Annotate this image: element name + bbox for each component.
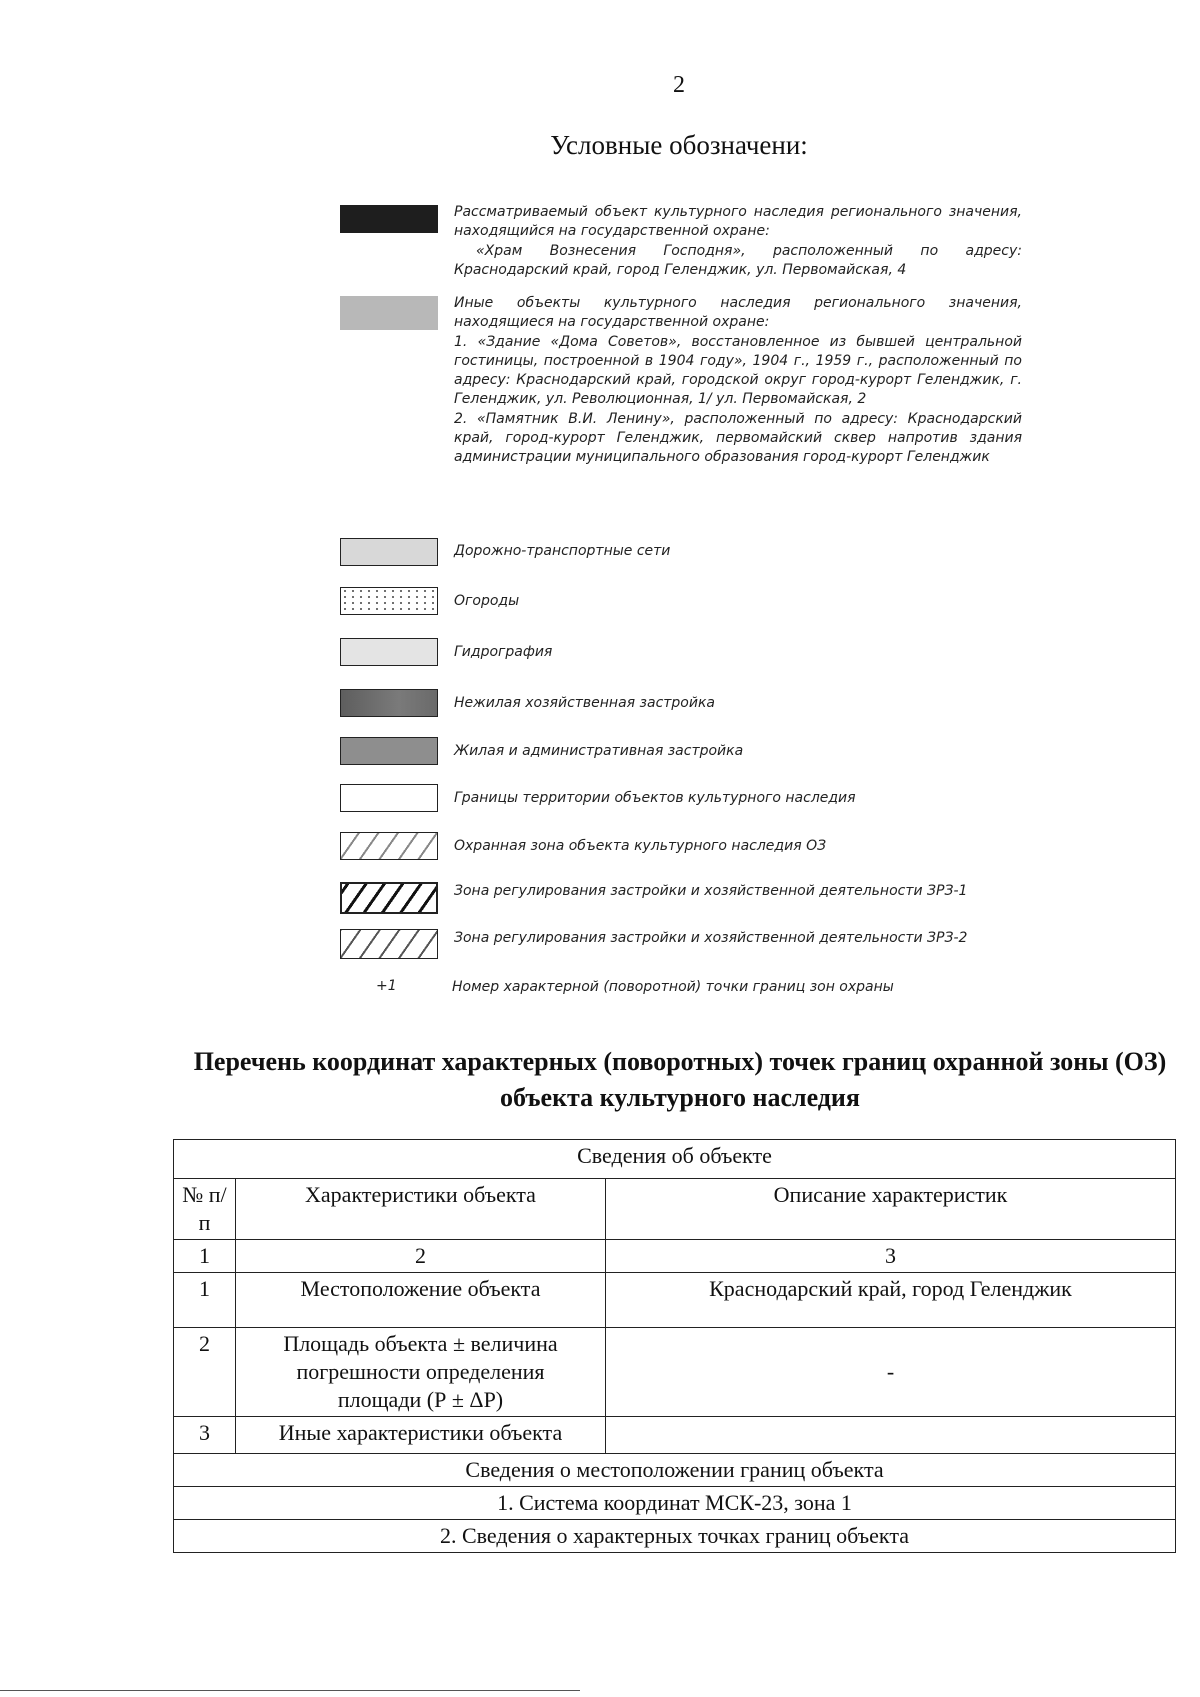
legend-text: «Храм Вознесения Господня», расположенный по адресу: Краснодарский край, город Геленджик, ул. Первомайская, 4 bbox=[454, 242, 1022, 278]
table-row bbox=[174, 1487, 1176, 1520]
legend-text: Гидрография bbox=[454, 644, 553, 660]
row-number: 1 bbox=[174, 1273, 236, 1328]
legend-swatch-zrz-1 bbox=[340, 882, 438, 914]
legend-swatch-target-object bbox=[340, 205, 438, 233]
column-header: № п/п bbox=[174, 1179, 236, 1240]
table-row bbox=[174, 1273, 1176, 1328]
legend-text: Огороды bbox=[454, 593, 520, 609]
legend-swatch-gardens bbox=[340, 587, 438, 615]
legend-text: 2. «Памятник В.И. Ленину», расположенный по адресу: Краснодарский край, город-курорт Геленджик, первомайский сквер напротив здания администрации муниципального образования город-курорт Геленджик bbox=[454, 410, 1022, 466]
row-characteristic: Местоположение объекта bbox=[236, 1273, 606, 1328]
table-header-row bbox=[174, 1179, 1176, 1240]
legend-text: Зона регулирования застройки и хозяйственной деятельности ЗРЗ-1 bbox=[454, 883, 968, 899]
legend-text: Рассматриваемый объект культурного наследия регионального значения, находящийся на государственной охране: bbox=[454, 204, 1022, 240]
legend-text: Зона регулирования застройки и хозяйственной деятельности ЗРЗ-2 bbox=[454, 930, 968, 946]
column-number: 1 bbox=[174, 1240, 236, 1273]
legend-text: Нежилая хозяйственная застройка bbox=[454, 695, 716, 711]
legend-swatch-heritage-boundaries bbox=[340, 784, 438, 812]
object-info-table bbox=[173, 1139, 1176, 1553]
table-section-title: Сведения о местоположении границ объекта bbox=[174, 1454, 1176, 1487]
legend-swatch-residential bbox=[340, 737, 438, 765]
legend-swatch-roads bbox=[340, 538, 438, 566]
row-description: Краснодарский край, город Геленджик bbox=[606, 1273, 1176, 1328]
column-number: 2 bbox=[236, 1240, 606, 1273]
legend-title: Условные обозначени: bbox=[550, 130, 808, 160]
table-row bbox=[174, 1240, 1176, 1273]
row-number: 2 bbox=[174, 1328, 236, 1417]
legend-text: 1. «Здание «Дома Советов», восстановленное из бывшей центральной гостиницы, построенной в 1904 году», 1904 г., 1959 г., расположенный по адресу: Краснодарский край, городской округ город-курорт Геленджик, г. Геленджик, ул. Революционная, 1/ ул. Первомайская, 2 bbox=[454, 333, 1022, 408]
table-row bbox=[174, 1520, 1176, 1553]
row-description: - bbox=[606, 1328, 1176, 1417]
legend-text: Охранная зона объекта культурного наследия ОЗ bbox=[454, 838, 827, 854]
legend-text: Иные объекты культурного наследия регионального значения, находящиеся на государственной охране: bbox=[454, 295, 1022, 331]
legend-swatch-protection-zone bbox=[340, 832, 438, 860]
column-header: Характеристики объекта bbox=[236, 1179, 606, 1240]
legend-swatch-zrz-2 bbox=[340, 929, 438, 959]
table-row bbox=[174, 1328, 1176, 1417]
legend-swatch-other-objects bbox=[340, 296, 438, 330]
row-characteristic: Площадь объекта ± величина погрешности определения площади (Р ± ΔР) bbox=[236, 1328, 606, 1417]
table-row bbox=[174, 1454, 1176, 1487]
row-description bbox=[606, 1417, 1176, 1454]
row-characteristic: Иные характеристики объекта bbox=[236, 1417, 606, 1454]
row-number: 3 bbox=[174, 1417, 236, 1454]
table-section-title: Сведения об объекте bbox=[174, 1140, 1176, 1179]
table-row bbox=[174, 1140, 1176, 1179]
legend-swatch-hydrography bbox=[340, 638, 438, 666]
table-subsection: 1. Система координат МСК-23, зона 1 bbox=[174, 1487, 1176, 1520]
legend-text: Границы территории объектов культурного наследия bbox=[454, 790, 856, 806]
table-row bbox=[174, 1417, 1176, 1454]
legend-text: Жилая и административная застройка bbox=[454, 743, 744, 759]
list-title: Перечень координат характерных (поворотных) точек границ охранной зоны (ОЗ) объекта культурного наследия bbox=[193, 1047, 1167, 1112]
legend-text: Номер характерной (поворотной) точки границ зон охраны bbox=[452, 979, 894, 995]
point-marker-icon: +1 bbox=[376, 978, 397, 994]
legend-text: Дорожно-транспортные сети bbox=[454, 543, 671, 559]
page-number: 2 bbox=[673, 72, 685, 98]
page-edge-line bbox=[0, 1690, 580, 1691]
column-header: Описание характеристик bbox=[606, 1179, 1176, 1240]
column-number: 3 bbox=[606, 1240, 1176, 1273]
legend-swatch-nonresidential bbox=[340, 689, 438, 717]
table-subsection: 2. Сведения о характерных точках границ объекта bbox=[174, 1520, 1176, 1553]
